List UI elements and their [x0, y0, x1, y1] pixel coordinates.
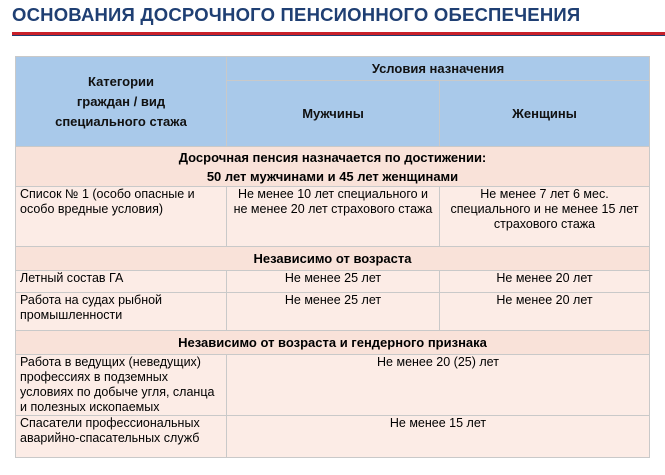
row-category: Летный состав ГА — [16, 271, 227, 293]
header-categories-line-3: специального стажа — [55, 113, 187, 129]
pension-table — [15, 56, 650, 458]
section-regardless-age-gender: Независимо от возраста и гендерного признака — [16, 331, 650, 355]
row-women-value: Не менее 7 лет 6 мес. специального и не менее 15 лет страхового стажа — [440, 187, 650, 247]
row-category: Работа на судах рыбной промышленности — [16, 293, 227, 331]
header-women: Женщины — [440, 81, 650, 147]
header-men: Мужчины — [227, 81, 440, 147]
header-categories-line-2: граждан / вид — [76, 93, 166, 109]
row-men-value: Не менее 25 лет — [227, 293, 440, 331]
section-early-pension — [16, 147, 650, 187]
row-category: Список № 1 (особо опасные и особо вредные условия) — [16, 187, 227, 247]
row-category: Работа в ведущих (неведущих) профессиях в подземных условиях по добыче угля, сланца и полезных ископаемых — [16, 355, 227, 416]
row-both-value: Не менее 15 лет — [227, 416, 650, 458]
row-women-value: Не менее 20 лет — [440, 271, 650, 293]
row-women-value: Не менее 20 лет — [440, 293, 650, 331]
header-categories — [16, 57, 227, 147]
page-title: ОСНОВАНИЯ ДОСРОЧНОГО ПЕНСИОННОГО ОБЕСПЕЧЕНИЯ — [12, 4, 581, 25]
row-men-value: Не менее 10 лет специального и не менее 20 лет страхового стажа — [227, 187, 440, 247]
row-category: Спасатели профессиональных аварийно-спасательных служб — [16, 416, 227, 458]
section-early-pension-line-1: Досрочная пенсия назначается по достижении: — [178, 149, 487, 165]
section-early-pension-line-2: 50 лет мужчинами и 45 лет женщинами — [206, 168, 459, 184]
row-men-value: Не менее 25 лет — [227, 271, 440, 293]
header-categories-line-1: Категории — [87, 73, 155, 89]
row-both-value: Не менее 20 (25) лет — [227, 355, 650, 416]
header-conditions: Условия назначения — [227, 57, 650, 81]
title-underline-thin — [12, 35, 665, 36]
section-regardless-age: Независимо от возраста — [16, 247, 650, 271]
